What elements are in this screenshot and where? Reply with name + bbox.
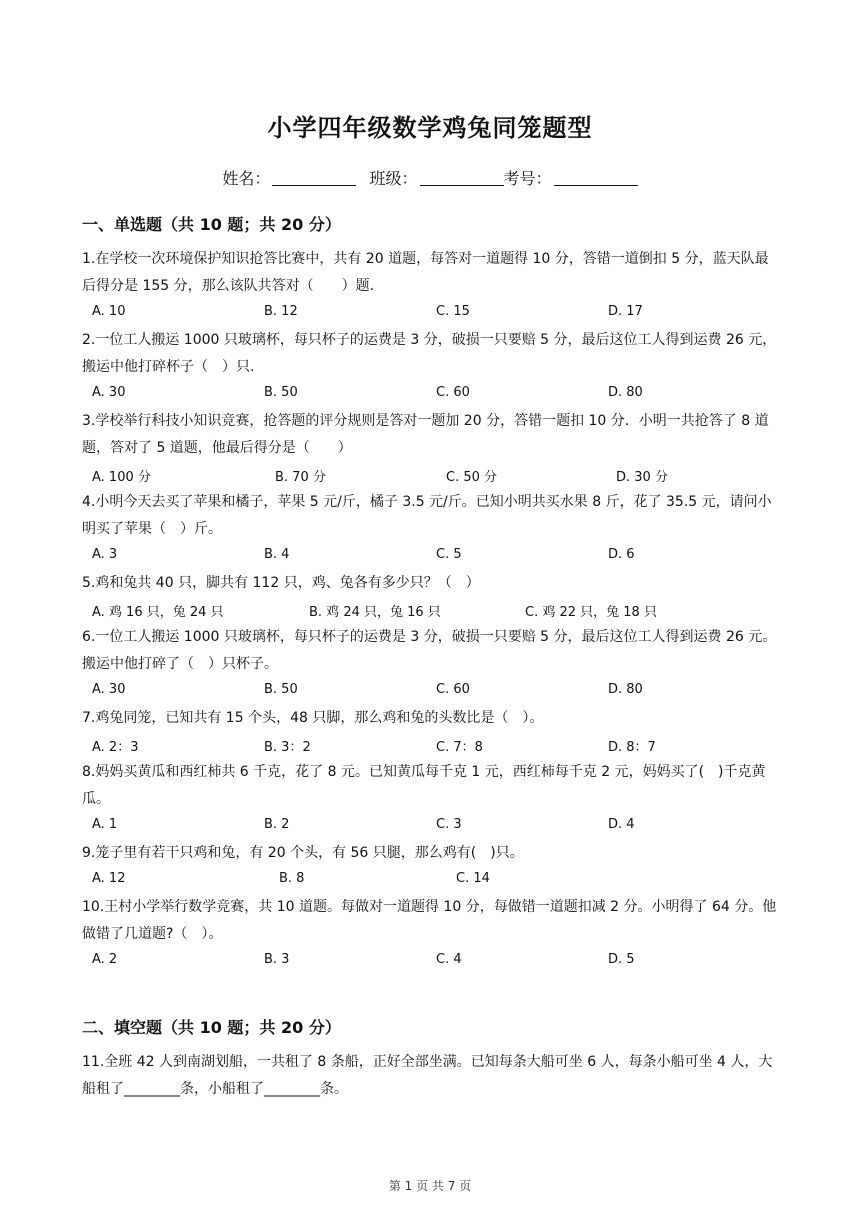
- question-options: [92, 952, 782, 972]
- option: B. 3：2: [264, 740, 311, 755]
- question-text: 10.王村小学举行数学竞赛，共 10 道题。每做对一道题得 10 分，每做错一道题扣减 2 分。小明得了 64 分。他做错了几道题?（ ）。: [82, 899, 777, 942]
- option: B. 2: [264, 817, 290, 832]
- option: D. 30 分: [616, 470, 668, 485]
- question-text: 8.妈妈买黄瓜和西红柿共 6 千克，花了 8 元。已知黄瓜每千克 1 元，西红柿每千克 2 元，妈妈买了( )千克黄瓜。: [82, 764, 766, 807]
- option: D. 17: [608, 304, 643, 319]
- question-text: 6.一位工人搬运 1000 只玻璃杯，每只杯子的运费是 3 分，破损一只要赔 5 分，最后这位工人得到运费 26 元。搬运中他打碎了（ ）只杯子。: [82, 629, 777, 672]
- option: D. 6: [608, 547, 635, 562]
- page-footer: 第 1 页 共 7 页: [388, 1179, 472, 1193]
- option: A. 2：3: [92, 740, 139, 755]
- option: B. 鸡 24 只，兔 16 只: [309, 605, 441, 620]
- option: C. 4: [436, 952, 462, 967]
- option: A. 30: [92, 682, 126, 697]
- option: C. 14: [456, 871, 490, 886]
- option: C. 60: [436, 682, 470, 697]
- question-text: 3.学校举行科技小知识竞赛，抢答题的评分规则是答对一题加 20 分，答错一题扣 10 分．小明一共抢答了 8 道题，答对了 5 道题，他最后得分是（ ）: [82, 413, 769, 456]
- option: D. 5: [608, 952, 635, 967]
- id-blank: [554, 171, 638, 186]
- option: A. 10: [92, 304, 126, 319]
- question-options: [92, 601, 782, 621]
- name-blank: [272, 171, 356, 186]
- question-text: 1.在学校一次环境保护知识抢答比赛中，共有 20 道题，每答对一道题得 10 分，答错一道倒扣 5 分，蓝天队最后得分是 155 分，那么该队共答对（ ）题.: [82, 251, 769, 294]
- option: A. 12: [92, 871, 126, 886]
- student-info-line: [0, 166, 860, 189]
- question-options: [92, 466, 782, 486]
- option: A. 鸡 16 只，兔 24 只: [92, 605, 224, 620]
- option: B. 70 分: [275, 470, 326, 485]
- question-options: [92, 385, 782, 405]
- class-blank: [420, 171, 504, 186]
- question-text: 2.一位工人搬运 1000 只玻璃杯，每只杯子的运费是 3 分，破损一只要赔 5 分，最后这位工人得到运费 26 元，搬运中他打碎杯子（ ）只.: [82, 332, 777, 375]
- option: D. 80: [608, 385, 643, 400]
- option: C. 15: [436, 304, 470, 319]
- option: C. 鸡 22 只，兔 18 只: [525, 605, 657, 620]
- option: B. 4: [264, 547, 290, 562]
- question-options: [92, 817, 782, 837]
- question-text: 4.小明今天去买了苹果和橘子，苹果 5 元/斤，橘子 3.5 元/斤。已知小明共买水果 8 斤，花了 35.5 元，请问小明买了苹果（ ）斤。: [82, 494, 772, 537]
- question-text: 7.鸡兔同笼，已知共有 15 个头，48 只脚，那么鸡和兔的头数比是（ ）。: [82, 710, 544, 726]
- question-options: [92, 304, 782, 324]
- option: C. 60: [436, 385, 470, 400]
- document-title: 小学四年级数学鸡兔同笼题型: [267, 114, 593, 142]
- class-label: 班级：: [369, 169, 418, 188]
- option: B. 8: [279, 871, 305, 886]
- question-text: 11.全班 42 人到南湖划船，一共租了 8 条船，正好全部坐满。已知每条大船可坐 6 人，每条小船可坐 4 人，大船租了________条，小船租了________条。: [82, 1054, 773, 1097]
- question-options: [92, 871, 782, 891]
- option: A. 3: [92, 547, 118, 562]
- option: C. 3: [436, 817, 462, 832]
- option: D. 4: [608, 817, 635, 832]
- question-options: [92, 736, 782, 756]
- option: A. 100 分: [92, 470, 151, 485]
- name-label: 姓名：: [222, 169, 271, 188]
- option: B. 12: [264, 304, 298, 319]
- id-label: 考号：: [503, 169, 552, 188]
- question-text: 9.笼子里有若干只鸡和兔，有 20 个头，有 56 只腿，那么鸡有( )只。: [82, 845, 524, 861]
- option: B. 50: [264, 385, 298, 400]
- option: D. 80: [608, 682, 643, 697]
- section-heading-fill-blank: 二、填空题（共 10 题；共 20 分）: [82, 1018, 341, 1037]
- option: C. 7：8: [436, 740, 483, 755]
- option: B. 50: [264, 682, 298, 697]
- option: C. 50 分: [446, 470, 498, 485]
- option: D. 8：7: [608, 740, 656, 755]
- option: C. 5: [436, 547, 462, 562]
- question-options: [92, 547, 782, 567]
- option: B. 3: [264, 952, 290, 967]
- section-heading-single-choice: 一、单选题（共 10 题；共 20 分）: [82, 215, 341, 234]
- question-options: [92, 682, 782, 702]
- option: A. 1: [92, 817, 118, 832]
- question-text: 5.鸡和兔共 40 只，脚共有 112 只，鸡、兔各有多少只？（ ）: [82, 575, 480, 591]
- option: A. 2: [92, 952, 118, 967]
- option: A. 30: [92, 385, 126, 400]
